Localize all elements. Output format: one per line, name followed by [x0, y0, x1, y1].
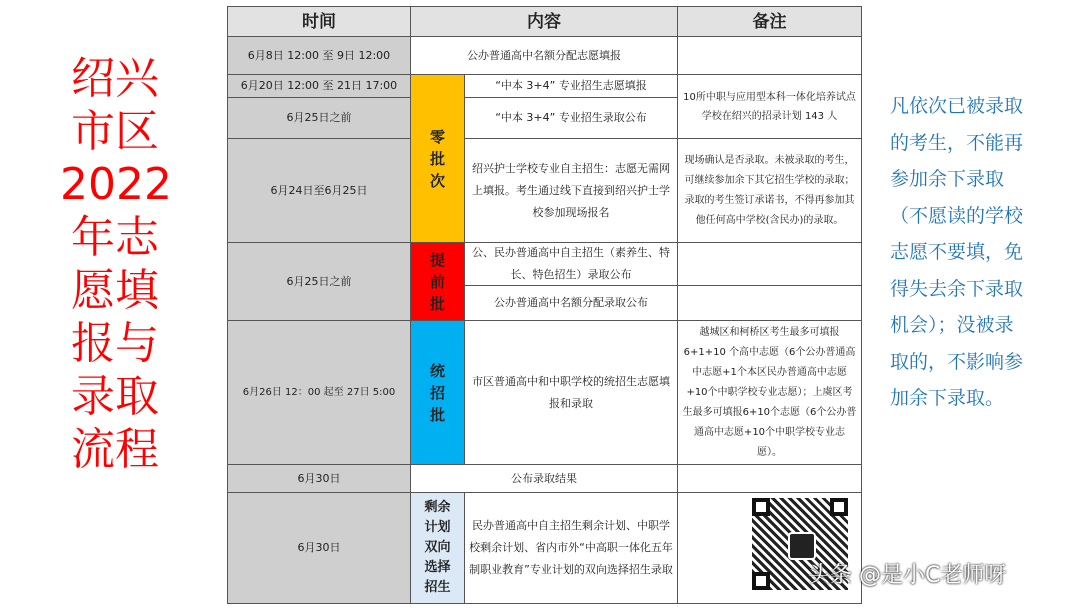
time-cell: 6月25日之前 [227, 242, 411, 321]
content-cell: 公办普通高中名额分配录取公布 [464, 285, 678, 321]
batch-remaining: 剩余 计划 双向 选择 招生 [410, 492, 465, 604]
time-cell: 6月24日至6月25日 [227, 138, 411, 243]
note-cell [677, 242, 862, 286]
content-cell: 公办普通高中名额分配志愿填报 [410, 36, 678, 75]
time-cell: 6月30日 [227, 464, 411, 493]
content-cell: 公布录取结果 [410, 464, 678, 493]
batch-early: 提 前 批 [410, 242, 465, 321]
watermark: 头条 @是小C老师呀 [808, 563, 1007, 588]
note-cell [677, 464, 862, 493]
content-cell: 民办普通高中自主招生剩余计划、中职学校剩余计划、省内市外“中高职一体化五年制职业教育”专业计划的双向选择招生录取 [464, 492, 678, 604]
content-cell: 绍兴护士学校专业自主招生：志愿无需网上填报。考生通过线下直接到绍兴护士学校参加现场报名 [464, 138, 678, 243]
note-cell: 现场确认是否录取。未被录取的考生，可继续参加余下其它招生学校的录取；录取的考生签订承诺书，不得再参加其他任何高中学校(含民办)的录取。 [677, 138, 862, 243]
time-cell: 6月26日 12：00 起至 27日 5:00 [227, 320, 411, 465]
note-cell: 越城区和柯桥区考生最多可填报 6+1+10 个高中志愿（6个公办普通高中志愿+1个本区民办普通高中志愿+10个中职学校专业志愿）；上虞区考生最多可填报6+10个志愿（6个公办普通高中志愿+10个中职学校专业志愿）。 [677, 320, 862, 465]
batch-unified: 统 招 批 [410, 320, 465, 465]
header-note: 备注 [677, 6, 862, 37]
time-cell: 6月30日 [227, 492, 411, 604]
batch-zero: 零 批 次 [410, 74, 465, 243]
time-cell: 6月20日 12:00 至 21日 17:00 [227, 74, 411, 98]
slide-title: 绍兴 市区 2022 年志 愿填 报与 录取 流程 [60, 53, 172, 475]
content-cell: “中本 3+4” 专业招生志愿填报 [464, 74, 678, 98]
content-cell: 公、民办普通高中自主招生（素养生、特长、特色招生）录取公布 [464, 242, 678, 286]
note-cell: 10所中职与应用型本科一体化培养试点学校在绍兴的招录计划 143 人 [677, 74, 862, 139]
time-cell: 6月8日 12:00 至 9日 12:00 [227, 36, 411, 75]
time-cell: 6月25日之前 [227, 97, 411, 139]
content-cell: “中本 3+4” 专业招生录取公布 [464, 97, 678, 139]
header-time: 时间 [227, 6, 411, 37]
content-cell: 市区普通高中和中职学校的统招生志愿填报和录取 [464, 320, 678, 465]
side-note: 凡依次已被录取 的考生，不能再 参加余下录取 （不愿读的学校 志愿不要填，免 得失去余下录取 机会）；没被录 取的，不影响参 加余下录取。 [890, 95, 1024, 409]
wechat-icon [788, 532, 816, 560]
header-content: 内容 [410, 6, 678, 37]
note-cell [677, 36, 862, 75]
note-cell [677, 285, 862, 321]
